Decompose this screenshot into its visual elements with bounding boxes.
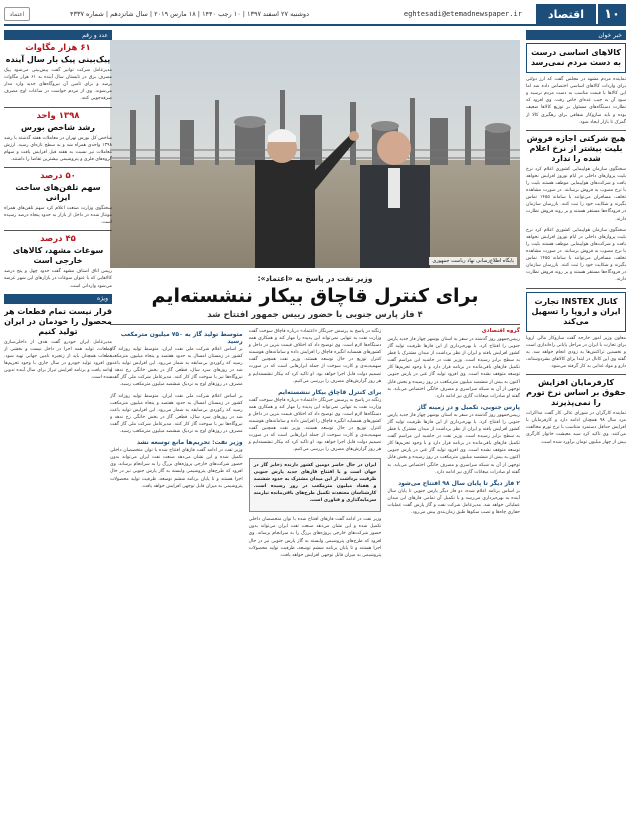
right-column-strip: خبر خوان [526, 30, 626, 40]
article-text: وزیر نفت در ادامه گفت فازهای افتتاح شده با توان متخصصان داخلی تکمیل شده و این نشان می‌دهد صنعت نفت ایران می‌تواند بدون حضور شرکت‌های خارجی پروژه‌های بزرگ را به سرانجام برساند. وی افزود که طرح‌های پتروشیمی وابسته به گاز پارس جنوبی نیز در حال اجرا هستند و تا پایان برنامه ششم توسعه، ظرفیت تولید محصولات پتروشیمی به میزان قابل توجهی افزایش خواهد یافت. [248, 517, 382, 558]
header-date: دوشنبه ۲۷ اسفند ۱۳۹۷ | ۱۰ رجب ۱۴۴۰ | ۱۸ مارس ۲۰۱۹ | سال شانزدهم | شماره ۴۳۳۷ [70, 10, 309, 18]
article-text: بر اساس اعلام شرکت ملی نفت ایران، متوسط تولید روزانه گاز کشور در زمستان امسال به حدود هفتصد و پنجاه میلیون مترمکعب رسید که رکوردی بی‌سابقه به شمار می‌رود. این افزایش تولید باعث شد در روزهای سرد سال، قطعی گاز در بخش خانگی رخ ندهد و نیروگاه‌ها نیز با سوخت گاز کار کنند. مدیرعامل شرکت ملی گاز گفت مصرف در روزهای اوج به نزدیک ششصد میلیون مترمکعب رسید. [110, 346, 243, 388]
section-title: اقتصاد [536, 4, 596, 24]
figure-number: ۵۰ درصد [40, 170, 76, 181]
news-item [526, 292, 626, 332]
article-text: وزیر نفت در ادامه گفت فازهای افتتاح شده با توان متخصصان داخلی تکمیل شده و این نشان می‌دهد صنعت نفت ایران می‌تواند بدون حضور شرکت‌های خارجی پروژه‌های بزرگ را به سرانجام برساند. وی افزود که طرح‌های پتروشیمی وابسته به گاز پارس جنوبی نیز در حال اجرا هستند و تا پایان برنامه ششم توسعه، ظرفیت تولید محصولات پتروشیمی به میزان قابل توجهی افزایش خواهد یافت. [110, 448, 243, 489]
news-item [526, 43, 626, 73]
main-headline: برای کنترل قاچاق بیکار ننشسته‌ایم [151, 285, 479, 307]
news-headline: کالاهای اساسی درست به دست مردم نمی‌رسد [530, 48, 622, 67]
figure-headline: پیک‌بینی پیک بار سال آینده [5, 55, 111, 64]
special-text: مدیرعامل ایران خودرو گفت هدف از داخلی‌سازی قطعات، تولید همه اجزا در داخل نیست و بخشی از قطعات همچنان باید از زنجیره تامین جهانی تهیه شود. وی افزود تولید خودرو در سال جاری با وجود تحریم‌ها ادامه یافت و برنامه افزایش تیراژ برای سال آینده تدوین شده است. [4, 339, 112, 381]
highlight-text: ایران در حال حاضر دومین کشور دارنده ذخایر گاز در جهان است و با افتتاح فازهای جدید پارس جنوبی ظرفیت برداشت از این میدان مشترک به حدود ششصد و هفتاد میلیون مترمکعب در روز رسیده است. کارشناسان معتقدند تکمیل طرح‌های باقی‌مانده نیازمند سرمایه‌گذاری و فناوری است. [253, 462, 377, 504]
article-column [110, 328, 243, 563]
news-text: نماینده کارگران در شورای عالی کار گفت مذاکرات مزد سال ۹۸ همچنان ادامه دارد و کارفرمایان با افزایش حداقل دستمزد متناسب با نرخ تورم مخالفت می‌کنند. وی تاکید کرد سبد معیشت خانوار کارگری بیش از چهار میلیون تومان برآورد شده است. [526, 411, 626, 445]
figure-text: شاخص کل بورس تهران در معاملات هفته گذشته با رشد ۱۳۹۸ واحدی همراه شد و به سطح تازه‌ای رسید. ارزش معاملات نیز نسبت به هفته قبل افزایش یافت و سهام گروه‌های فلزی و پتروشیمی بیشترین تقاضا را داشتند. [4, 135, 112, 162]
refinery-photo [110, 40, 520, 268]
newspaper-logo: اعتماد [4, 7, 30, 21]
figure-number: ۴۵ درصد [40, 234, 76, 245]
figure-text: سخنگوی وزارت صنعت اعلام کرد سهم تلفن‌های همراه مونتاژ شده در داخل از بازار به حدود پنجاه درصد رسیده است. [4, 205, 112, 226]
divider [526, 130, 626, 131]
article-text: بر اساس برنامه اعلام شده، دو فاز دیگر پارس جنوبی تا پایان سال آینده به بهره‌برداری می‌رسد و با تکمیل آن تمامی فازهای این میدان عملیاتی خواهد شد. مدیرعامل شرکت نفت و گاز پارس گفت عملیات حفاری چاه‌ها و نصب سکوها طبق زمان‌بندی پیش می‌رود. [387, 488, 520, 516]
news-text: سخنگوی سازمان هواپیمایی کشوری اعلام کرد نرخ بلیت پروازهای داخلی در ایام نوروز افزایش نخواهد یافت و شرکت‌های هواپیمایی موظف هستند بلیت را با نرخ مصوب به فروش برسانند. در صورت مشاهده تخلف، مسافران می‌توانند با سامانه ۱۴۵۵ تماس بگیرند و شکایت خود را ثبت کنند. بازرسان سازمان در فرودگاه‌ها مستقر هستند و بر روند فروش نظارت دارند. [526, 227, 626, 283]
divider [526, 374, 626, 375]
deck: ۴ فاز پارس جنوبی با حضور رییس جمهور افتتاح شد [207, 309, 423, 320]
article-text: زنگنه در پاسخ به پرسش خبرنگار «اعتماد» درباره قاچاق سوخت گفت وزارت نفت به تنهایی نمی‌تواند این پدیده را مهار کند و همکاری همه دستگاه‌ها لازم است. وی توضیح داد که اختلاف قیمت بنزین در داخل و کشورهای همسایه انگیزه قاچاق را افزایش داده و سامانه‌های هوشمند کنترل توزیع در حال توسعه هستند. وزیر نفت همچنین گفت سهمیه‌بندی و کارت سوخت از جمله ابزارهایی است که در صورت تصمیم دولت قابل اجرا خواهد بود. او تاکید کرد که بیکار ننشسته‌ایم و هر روز گزارش‌های مصرف را بررسی می‌کنیم. [248, 328, 382, 384]
divider [4, 107, 112, 108]
left-column-strip: عدد و رقم [4, 30, 112, 40]
divider [4, 167, 112, 168]
news-headline: هیچ شرکتی اجازه فروش بلیت بیشتر از نرخ اعلام شده را ندارد [526, 133, 626, 163]
figure-headline: سوغات مشهد، کالاهای خارجی است [12, 246, 104, 266]
header-email[interactable]: eghtesadi@etemadnewspaper.ir [403, 10, 522, 18]
article-column [387, 328, 520, 563]
figure-number: ۱۳۹۸ واحد [36, 110, 80, 121]
byline: گروه اقتصادی [481, 327, 520, 334]
article-text: رییس‌جمهور روز گذشته در سفر به استان بوشهر چهار فاز جدید پارس جنوبی را افتتاح کرد. با بهره‌برداری از این فازها ظرفیت تولید گاز کشور افزایش یافته و ایران از نظر برداشت از میدان مشترک با قطر به سطح برابر رسیده است. وزیر نفت در حاشیه این مراسم گفت تکمیل فازهای باقی‌مانده در برنامه قرار دارد و با وجود تحریم‌ها کار توسعه متوقف نشده است. وی افزود تولید گاز غنی در پارس جنوبی اکنون به بیش از ششصد میلیون مترمکعب در روز رسیده و بخش قابل توجهی از آن به شبکه سراسری و مصرف خانگی اختصاص می‌یابد. به گفته او صادرات میعانات گازی نیز ادامه دارد. [387, 336, 520, 399]
header-bar [4, 4, 626, 26]
article-column [249, 328, 382, 563]
kicker: وزیر نفت در پاسخ به «اعتماد»: [257, 274, 373, 283]
news-headline: کانال INSTEX تجارت ایران و اروپا را تسهیل می‌کند [531, 296, 621, 326]
special-headline: قرار نیست تمام قطعات هر محصول را خودمان در ایران تولید کنیم [4, 306, 112, 336]
figure-text: مدیرعامل شرکت توانیر گفت پیش‌بینی می‌شود پیک مصرف برق در تابستان سال آینده به ۶۱ هزار مگاوات برسد و برای تامین آن نیروگاه‌های جدید وارد مدار می‌شوند. وی از مردم خواست در ساعات اوج مصرف صرفه‌جویی کنند. [4, 68, 112, 102]
article-text: رییس‌جمهور روز گذشته در سفر به استان بوشهر چهار فاز جدید پارس جنوبی را افتتاح کرد. با بهره‌برداری از این فازها ظرفیت تولید گاز کشور افزایش یافته و ایران از نظر برداشت از میدان مشترک با قطر به سطح برابر رسیده است. وزیر نفت در حاشیه این مراسم گفت تکمیل فازهای باقی‌مانده در برنامه قرار دارد و با وجود تحریم‌ها کار توسعه متوقف نشده است. وی افزود تولید گاز غنی در پارس جنوبی اکنون به بیش از ششصد میلیون مترمکعب در روز رسیده و بخش قابل توجهی از آن به شبکه سراسری و مصرف خانگی اختصاص می‌یابد. به گفته او صادرات میعانات گازی نیز ادامه دارد. [387, 412, 520, 475]
right-column [526, 30, 626, 816]
figure-text: رییس اتاق اصناف مشهد گفت حدود چهل و پنج درصد کالاهایی که با عنوان سوغات در بازارهای این شهر عرضه می‌شود وارداتی است. [4, 269, 112, 289]
left-column [4, 30, 112, 816]
highlight-box [249, 458, 382, 513]
special-strip: ویژه [4, 294, 112, 304]
news-text: معاون وزیر امور خارجه گفت سازوکار مالی اروپا برای تجارت با ایران در مراحل پایانی راه‌اندازی است و نخستین تراکنش‌ها به زودی انجام خواهد شد. به گفته وی این کانال در ابتدا برای کالاهای بشردوستانه، دارو و مواد غذایی به کار گرفته می‌شود. [526, 335, 626, 369]
news-text: سخنگوی سازمان هواپیمایی کشوری اعلام کرد نرخ بلیت پروازهای داخلی در ایام نوروز افزایش نخواهد یافت و شرکت‌های هواپیمایی موظف هستند بلیت را با نرخ مصوب به فروش برسانند. در صورت مشاهده تخلف، مسافران می‌توانند با سامانه ۱۴۵۵ تماس بگیرند و شکایت خود را ثبت کنند. بازرسان سازمان در فرودگاه‌ها مستقر هستند و بر روند فروش نظارت دارند. [526, 166, 626, 222]
divider [110, 324, 520, 325]
news-headline: کارفرمایان افزایش حقوق بر اساس نرخ تورم را نمی‌پذیرند [526, 378, 626, 408]
figure-headline: سهم تلفن‌های ساخت ایرانی [15, 182, 101, 202]
photo-caption: پایگاه اطلاع‌رسانی نهاد ریاست جمهوری [429, 257, 517, 265]
divider [4, 230, 112, 231]
article-subhead: ۲ فاز دیگر تا پایان سال ۹۸ افتتاح می‌شود [398, 479, 520, 487]
article-subhead: متوسط تولید گاز به ۷۵۰ میلیون مترمکعب رسید [120, 330, 243, 345]
lead-photo [110, 40, 520, 268]
divider [526, 288, 626, 289]
figure-headline: رشد شاخص بورس [21, 122, 95, 132]
news-text: نماینده مردم مشهد در مجلس گفت که ارز دولتی برای واردات کالاهای اساسی اختصاص داده شد اما این کالاها با قیمت مناسب به دست مردم نرسید و سود آن به جیب عده‌ای خاص رفت. وی افزود که نظارت دستگاه‌های مسئول بر توزیع کالاها ضعیف بوده و باید سازوکار شفافی برای رهگیری کالا از گمرک تا بازار ایجاد شود. [526, 77, 626, 125]
page-number: ۱۰ [598, 4, 626, 24]
article-text: زنگنه در پاسخ به پرسش خبرنگار «اعتماد» درباره قاچاق سوخت گفت وزارت نفت به تنهایی نمی‌تواند این پدیده را مهار کند و همکاری همه دستگاه‌ها لازم است. وی توضیح داد که اختلاف قیمت بنزین در داخل و کشورهای همسایه انگیزه قاچاق را افزایش داده و سامانه‌های هوشمند کنترل توزیع در حال توسعه هستند. وزیر نفت همچنین گفت سهمیه‌بندی و کارت سوخت از جمله ابزارهایی است که در صورت تصمیم دولت قابل اجرا خواهد بود. او تاکید کرد که بیکار ننشسته‌ایم و هر روز گزارش‌های مصرف را بررسی می‌کنیم. [248, 397, 382, 453]
article-body [110, 328, 520, 563]
main-column [110, 30, 520, 816]
article-subhead: برای کنترل قاچاق بیکار ننشسته‌ایم [278, 388, 382, 396]
article-text: بر اساس اعلام شرکت ملی نفت ایران، متوسط تولید روزانه گاز کشور در زمستان امسال به حدود هفتصد و پنجاه میلیون مترمکعب رسید که رکوردی بی‌سابقه به شمار می‌رود. این افزایش تولید باعث شد در روزهای سرد سال، قطعی گاز در بخش خانگی رخ ندهد و نیروگاه‌ها نیز با سوخت گاز کار کنند. مدیرعامل شرکت ملی گاز گفت مصرف در روزهای اوج به نزدیک ششصد میلیون مترمکعب رسید. [110, 393, 243, 435]
article-subhead: وزیر نفت: تحریم‌ها مانع توسعه نشد [136, 439, 243, 447]
article-subhead: پارس جنوبی، تکمیل و در زمینه گاز [417, 403, 520, 411]
figure-number: ۶۱ هزار مگاوات [25, 43, 91, 53]
